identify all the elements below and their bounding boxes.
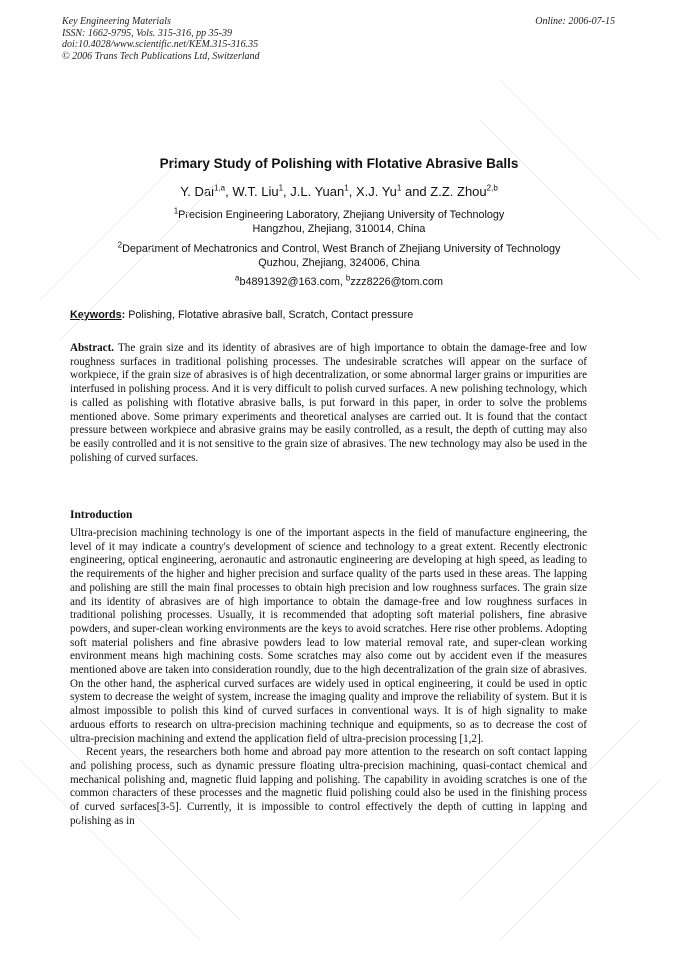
abstract-label: Abstract. [70,342,115,354]
author-sep: , [225,184,233,199]
paragraph: Ultra-precision machining technology is one of the important aspects in the field of manufacture engineering, the level of it may indicate a country's development of science and technology to a great extent. Recently electronic engineering, optical engineering, aeronautic and astronautic engineering are developing at high speed, as leading to the requirements of the higher and higher precision and surface quality of the parts used in these areas. The lapping and polishing are still the main final processes to obtain high precision and low roughness surfaces. The grain size and its identity of abrasives are of high importance to obtain the damage-free and low roughness surfaces in traditional polishing processes. Usually, it is recommended that adopting soft material polishers, fine abrasive powders, and super-clean working environments are the keys to avoid scratches. Here rise other problems. Adopting soft material polishers and fine abrasive powders lead to low material removal rate, and super-clean working environment means high machining costs. Some scratches may also come out by accident even if the measures mentioned above are taken into consideration roundly, due to the high decentralization of the grain size of abrasives. On the other hand, the aspherical curved surfaces are widely used in optical engineering, it could be used in optic system to decrease the weight of system, increase the imaging quality and improve the reliability of system. But it is almost impossible to polish this kind of curved surfaces in conventional ways. It is of high signality to make arduous efforts to research on ultra-precision machining technique and equipments, so as to decrease the cost of ultra-precision machining and extend the application field of ultra-precision processing [1,2]. [70,527,587,745]
paragraph: Recent years, the researchers both home and abroad pay more attention to the research on soft contact lapping and polishing process, such as dynamic pressure floating ultra-precision machining, quasi-contact chemical and mechanical polishing and, magnetic fluid lapping and polishing. The capability in avoiding scratches is one of the common characters of these processes and the magnetic fluid polishing could also be used in the finishing process of curved surfaces[3-5]. Currently, it is impossible to control effectively the depth of cutting in lapping and polishing as in [70,746,587,827]
abstract [70,342,587,465]
author-list [0,184,678,199]
introduction-body [70,527,587,828]
email-link: b4891392@163.com, [239,276,346,288]
affil-sup: 2 [117,240,123,250]
affiliation-1 [0,208,678,236]
author-sup: 1,a [213,183,226,193]
author-name: J.L. Yuan [290,184,345,199]
affil-line: Department of Mechatronics and Control, West Branch of Zhejiang University of Technology [122,243,561,255]
author-sep: and [401,184,431,199]
doi-line: doi:10.4028/www.scientific.net/KEM.315-316.35 [62,39,259,50]
affil-line: Precision Engineering Laboratory, Zhejiang University of Technology [178,209,505,221]
keywords-colon: : [121,309,129,321]
email-link: zzz8226@tom.com [350,276,443,288]
affil-sup: 1 [173,206,179,216]
author-sep: , [348,184,356,199]
copyright-line: © 2006 Trans Tech Publications Ltd, Switzerland [62,50,260,62]
author-sup: 1 [278,183,284,193]
online-date: Online: 2006-07-15 [535,16,615,27]
keywords-text: Polishing, Flotative abrasive ball, Scratch, Contact pressure [128,309,414,321]
journal-header [62,16,615,62]
author-name: X.J. Yu [355,184,397,199]
affil-line: Quzhou, Zhejiang, 324006, China [258,257,420,269]
keywords [70,309,610,321]
author-name: W.T. Liu [232,184,279,199]
affiliation-2 [0,242,678,270]
email-line [0,275,678,289]
section-heading: Introduction [70,509,133,521]
email-sup: b [345,273,351,283]
abstract-text: The grain size and its identity of abrasives are of high importance to obtain the damage-free and low roughness surfaces in traditional polishing processes. The undesirable scratches will appear on the surface of workpiece, if the grain size of abrasives is of high decentralization, or some abnormal larger grains or impurities are interfused in polishing process. And it is very difficult to polish curved surfaces. A new polishing technology, which is called as polishing with flotative abrasive balls, is put forward in this paper, in order to solve the problems mentioned above. Some primary experiments and theoretical analyses are carried out. It is found that the contact pressure between workpiece and abrasive grains may be easily controlled, as a result, the depth of cutting may also be easily controlled and it is not sensitive to the grain size of abrasives. The new technology may also be used in the polishing of curved surfaces. [70,342,587,464]
author-sep: , [283,184,291,199]
author-sup: 1 [396,183,402,193]
author-sup: 2,b [486,183,498,193]
paper-title: Primary Study of Polishing with Flotative Abrasive Balls [159,156,519,171]
author-sup: 1 [344,183,349,193]
author-name: Y. Dai [180,184,214,199]
keywords-label: Keywords [70,309,122,321]
journal-name: Key Engineering Materials [62,16,171,27]
email-sup: a [235,273,240,283]
author-name: Z.Z. Zhou [430,184,487,199]
affil-line: Hangzhou, Zhejiang, 310014, China [252,223,426,235]
issn-line: ISSN: 1662-9795, Vols. 315-316, pp 35-39 [62,27,232,39]
